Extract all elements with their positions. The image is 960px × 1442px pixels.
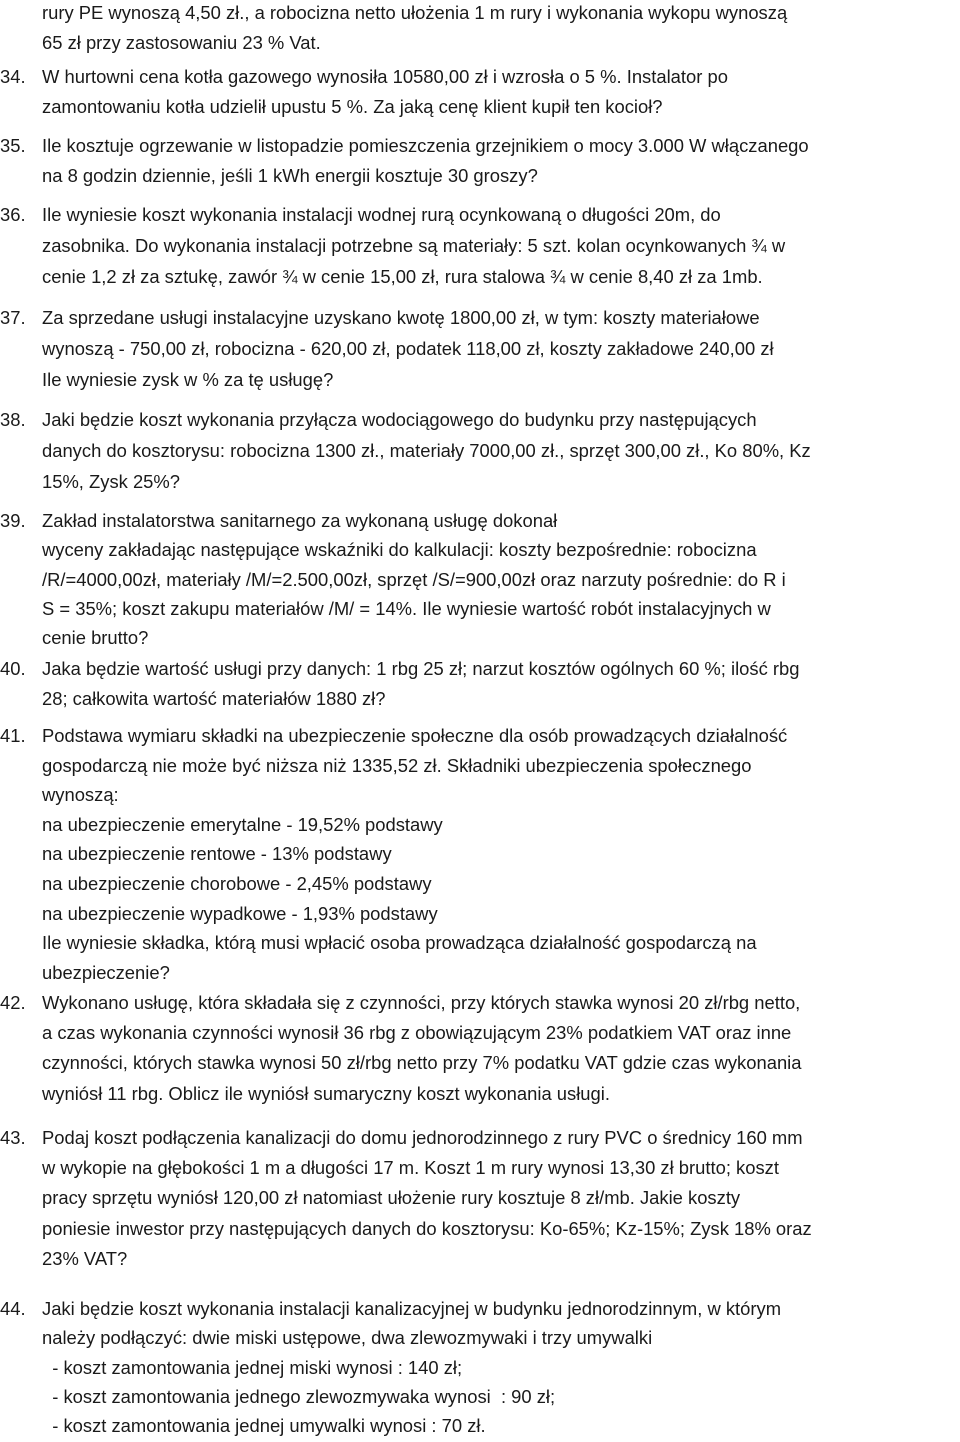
question-number: 37. (0, 307, 26, 328)
question-number: 38. (0, 409, 26, 430)
text-line: 23% VAT? (42, 1247, 128, 1269)
text-line: - koszt zamontowania jednego zlewozmywaka wynosi : 90 zł; (42, 1385, 556, 1407)
text-line: na ubezpieczenie rentowe - 13% podstawy (42, 843, 392, 865)
question-35 (0, 131, 952, 191)
text-line: cenie 1,2 zł za sztukę, zawór ¾ w cenie 15,00 zł, rura stalowa ¾ w cenie 8,40 zł za 1mb. (42, 266, 763, 287)
question-number: 42. (0, 992, 26, 1013)
question-number: 44. (0, 1298, 26, 1319)
text-line: - koszt zamontowania jednej miski wynosi : 140 zł; (42, 1356, 463, 1378)
text-line: 15%, Zysk 25%? (42, 471, 180, 492)
question-43 (0, 1123, 952, 1274)
text-line: S = 35%; koszt zakupu materiałów /M/ = 14%. Ile wyniesie wartość robót instalacyjnych w (42, 597, 771, 619)
text-line: zasobnika. Do wykonania instalacji potrzebne są materiały: 5 szt. kolan ocynkowanych ¾ w (42, 235, 786, 256)
text-line: danych do kosztorysu: robocizna 1300 zł., materiały 7000,00 zł., sprzęt 300,00 zł., Ko 80%, Kz (42, 440, 811, 461)
question-number: 35. (0, 135, 26, 156)
question-number: 39. (0, 510, 26, 531)
text-line: Ile wyniesie koszt wykonania instalacji wodnej rurą ocynkowaną o długości 20m, do (42, 204, 721, 225)
question-39 (0, 506, 952, 652)
question-34 (0, 62, 952, 122)
text-line: Wykonano usługę, która składała się z czynności, przy których stawka wynosi 20 zł/rbg netto, (42, 992, 801, 1013)
intro-paragraph (0, 0, 952, 58)
text-line: Ile wyniesie zysk w % za tę usługę? (42, 369, 334, 390)
text-line: na ubezpieczenie emerytalne - 19,52% podstawy (42, 813, 443, 835)
text-line: wynoszą: (42, 784, 119, 806)
text-line: 28; całkowita wartość materiałów 1880 zł? (42, 688, 386, 709)
text-line: 65 zł przy zastosowaniu 23 % Vat. (42, 32, 321, 53)
question-number: 43. (0, 1127, 26, 1148)
text-line: Jaki będzie koszt wykonania przyłącza wodociągowego do budynku przy następujących (42, 409, 757, 430)
question-42 (0, 988, 952, 1109)
question-number: 40. (0, 658, 26, 679)
question-44 (0, 1294, 952, 1440)
text-line: /R/=4000,00zł, materiały /M/=2.500,00zł, sprzęt /S/=900,00zł oraz narzuty pośrednie: do R i (42, 568, 786, 590)
text-line: Jaki będzie koszt wykonania instalacji kanalizacyjnej w budynku jednorodzinnym, w którym (42, 1298, 782, 1319)
text-line: czynności, których stawka wynosi 50 zł/rbg netto przy 7% podatku VAT gdzie czas wykonania (42, 1052, 802, 1074)
text-line: Ile kosztuje ogrzewanie w listopadzie pomieszczenia grzejnikiem o mocy 3.000 W włączanego (42, 135, 809, 156)
text-line: - koszt zamontowania jednej umywalki wynosi : 70 zł. (42, 1415, 486, 1437)
question-number: 34. (0, 66, 26, 87)
text-line: w wykopie na głębokości 1 m a długości 17 m. Koszt 1 m rury wynosi 13,30 zł brutto; koszt (42, 1157, 779, 1179)
question-41 (0, 721, 952, 987)
question-38 (0, 404, 952, 497)
text-line: poniesie inwestor przy następujących danych do kosztorysu: Ko-65%; Kz-15%; Zysk 18% oraz (42, 1217, 812, 1239)
text-line: na ubezpieczenie chorobowe - 2,45% podstawy (42, 872, 432, 894)
text-line: Zakład instalatorstwa sanitarnego za wykonaną usługę dokonał (42, 510, 558, 531)
text-line: na ubezpieczenie wypadkowe - 1,93% podstawy (42, 902, 438, 924)
text-line: zamontowaniu kotła udzielił upustu 5 %. Za jaką cenę klient kupił ten kocioł? (42, 96, 663, 117)
text-line: ubezpieczenie? (42, 961, 170, 983)
question-number: 36. (0, 204, 26, 225)
text-line: wyniósł 11 rbg. Oblicz ile wyniósł sumaryczny koszt wykonania usługi. (42, 1082, 610, 1104)
text-line: rury PE wynoszą 4,50 zł., a robocizna netto ułożenia 1 m rury i wykonania wykopu wynoszą (42, 2, 788, 23)
question-37 (0, 302, 952, 395)
text-line: wynoszą - 750,00 zł, robocizna - 620,00 zł, podatek 118,00 zł, koszty zakładowe 240,00 zł (42, 338, 774, 359)
text-line: Jaka będzie wartość usługi przy danych: 1 rbg 25 zł; narzut kosztów ogólnych 60 %; ilość rbg (42, 658, 800, 679)
text-line: wyceny zakładając następujące wskaźniki do kalkulacji: koszty bezpośrednie: robocizna (42, 539, 757, 561)
text-line: a czas wykonania czynności wynosił 36 rbg z obowiązującym 23% podatkiem VAT oraz inne (42, 1022, 792, 1044)
text-line: Podaj koszt podłączenia kanalizacji do domu jednorodzinnego z rury PVC o średnicy 160 mm (42, 1127, 803, 1148)
text-line: W hurtowni cena kotła gazowego wynosiła 10580,00 zł i wzrosła o 5 %. Instalator po (42, 66, 728, 87)
text-line: Ile wyniesie składka, którą musi wpłacić osoba prowadząca działalność gospodarczą na (42, 932, 757, 954)
text-line: pracy sprzętu wyniósł 120,00 zł natomiast ułożenie rury kosztuje 8 zł/mb. Jakie koszty (42, 1187, 741, 1209)
question-40 (0, 654, 952, 714)
text-line: gospodarczą nie może być niższa niż 1335,52 zł. Składniki ubezpieczenia społecznego (42, 754, 752, 776)
text-line: cenie brutto? (42, 627, 149, 649)
text-line: Za sprzedane usługi instalacyjne uzyskano kwotę 1800,00 zł, w tym: koszty materiałowe (42, 307, 760, 328)
question-36 (0, 199, 952, 292)
text-line: należy podłączyć: dwie miski ustępowe, dwa zlewozmywaki i trzy umywalki (42, 1327, 653, 1349)
text-line: na 8 godzin dziennie, jeśli 1 kWh energii kosztuje 30 groszy? (42, 165, 538, 186)
text-line: Podstawa wymiaru składki na ubezpieczenie społeczne dla osób prowadzących działalność (42, 725, 788, 746)
question-number: 41. (0, 725, 26, 746)
